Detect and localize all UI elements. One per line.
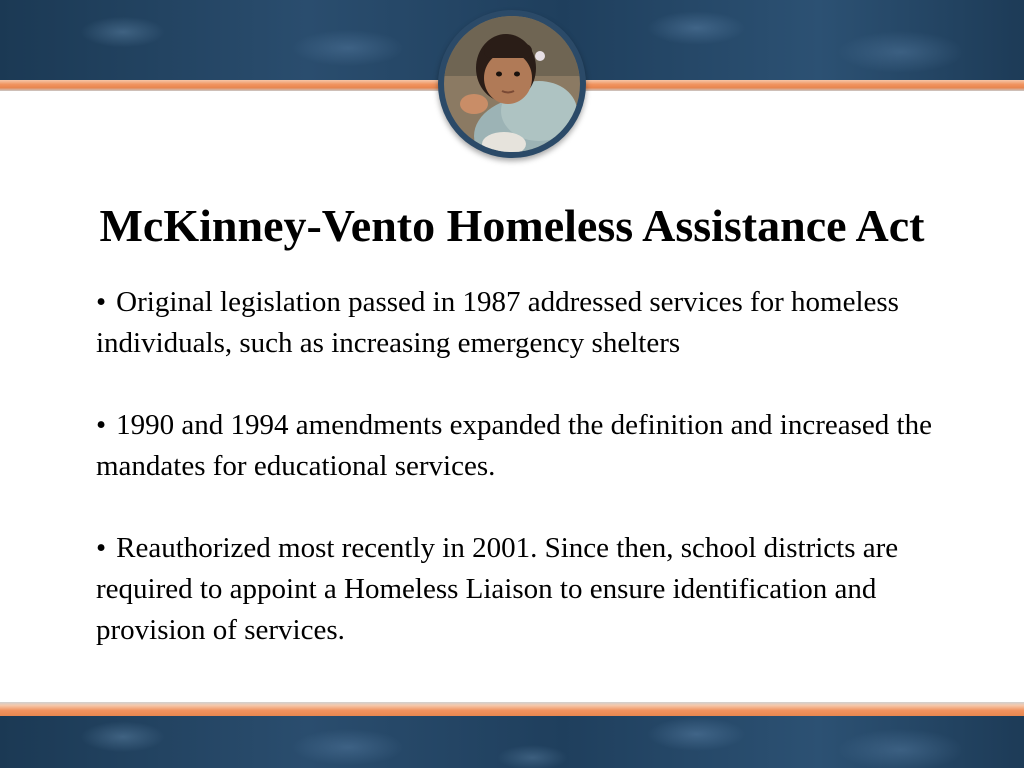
bullet-marker: • [96, 286, 107, 318]
bullet-text: Original legislation passed in 1987 addressed services for homeless individuals, such as increasing emergency shelters [96, 286, 899, 359]
child-portrait-icon [444, 16, 580, 152]
bottom-accent-stripe [0, 702, 1024, 716]
photo-frame [438, 10, 586, 158]
bullet-list [96, 282, 976, 651]
bullet-item [96, 405, 976, 487]
bullet-text: 1990 and 1994 amendments expanded the definition and increased the mandates for educational services. [96, 409, 932, 482]
bullet-item [96, 282, 976, 364]
bullet-text: Reauthorized most recently in 2001. Since then, school districts are required to appoint a Homeless Liaison to ensure identification and provision of services. [96, 532, 899, 646]
bottom-banner [0, 716, 1024, 768]
slide-title: McKinney-Vento Homeless Assistance Act [99, 200, 925, 251]
bullet-marker: • [96, 532, 107, 564]
bullet-marker: • [96, 409, 107, 441]
bullet-item [96, 528, 976, 651]
